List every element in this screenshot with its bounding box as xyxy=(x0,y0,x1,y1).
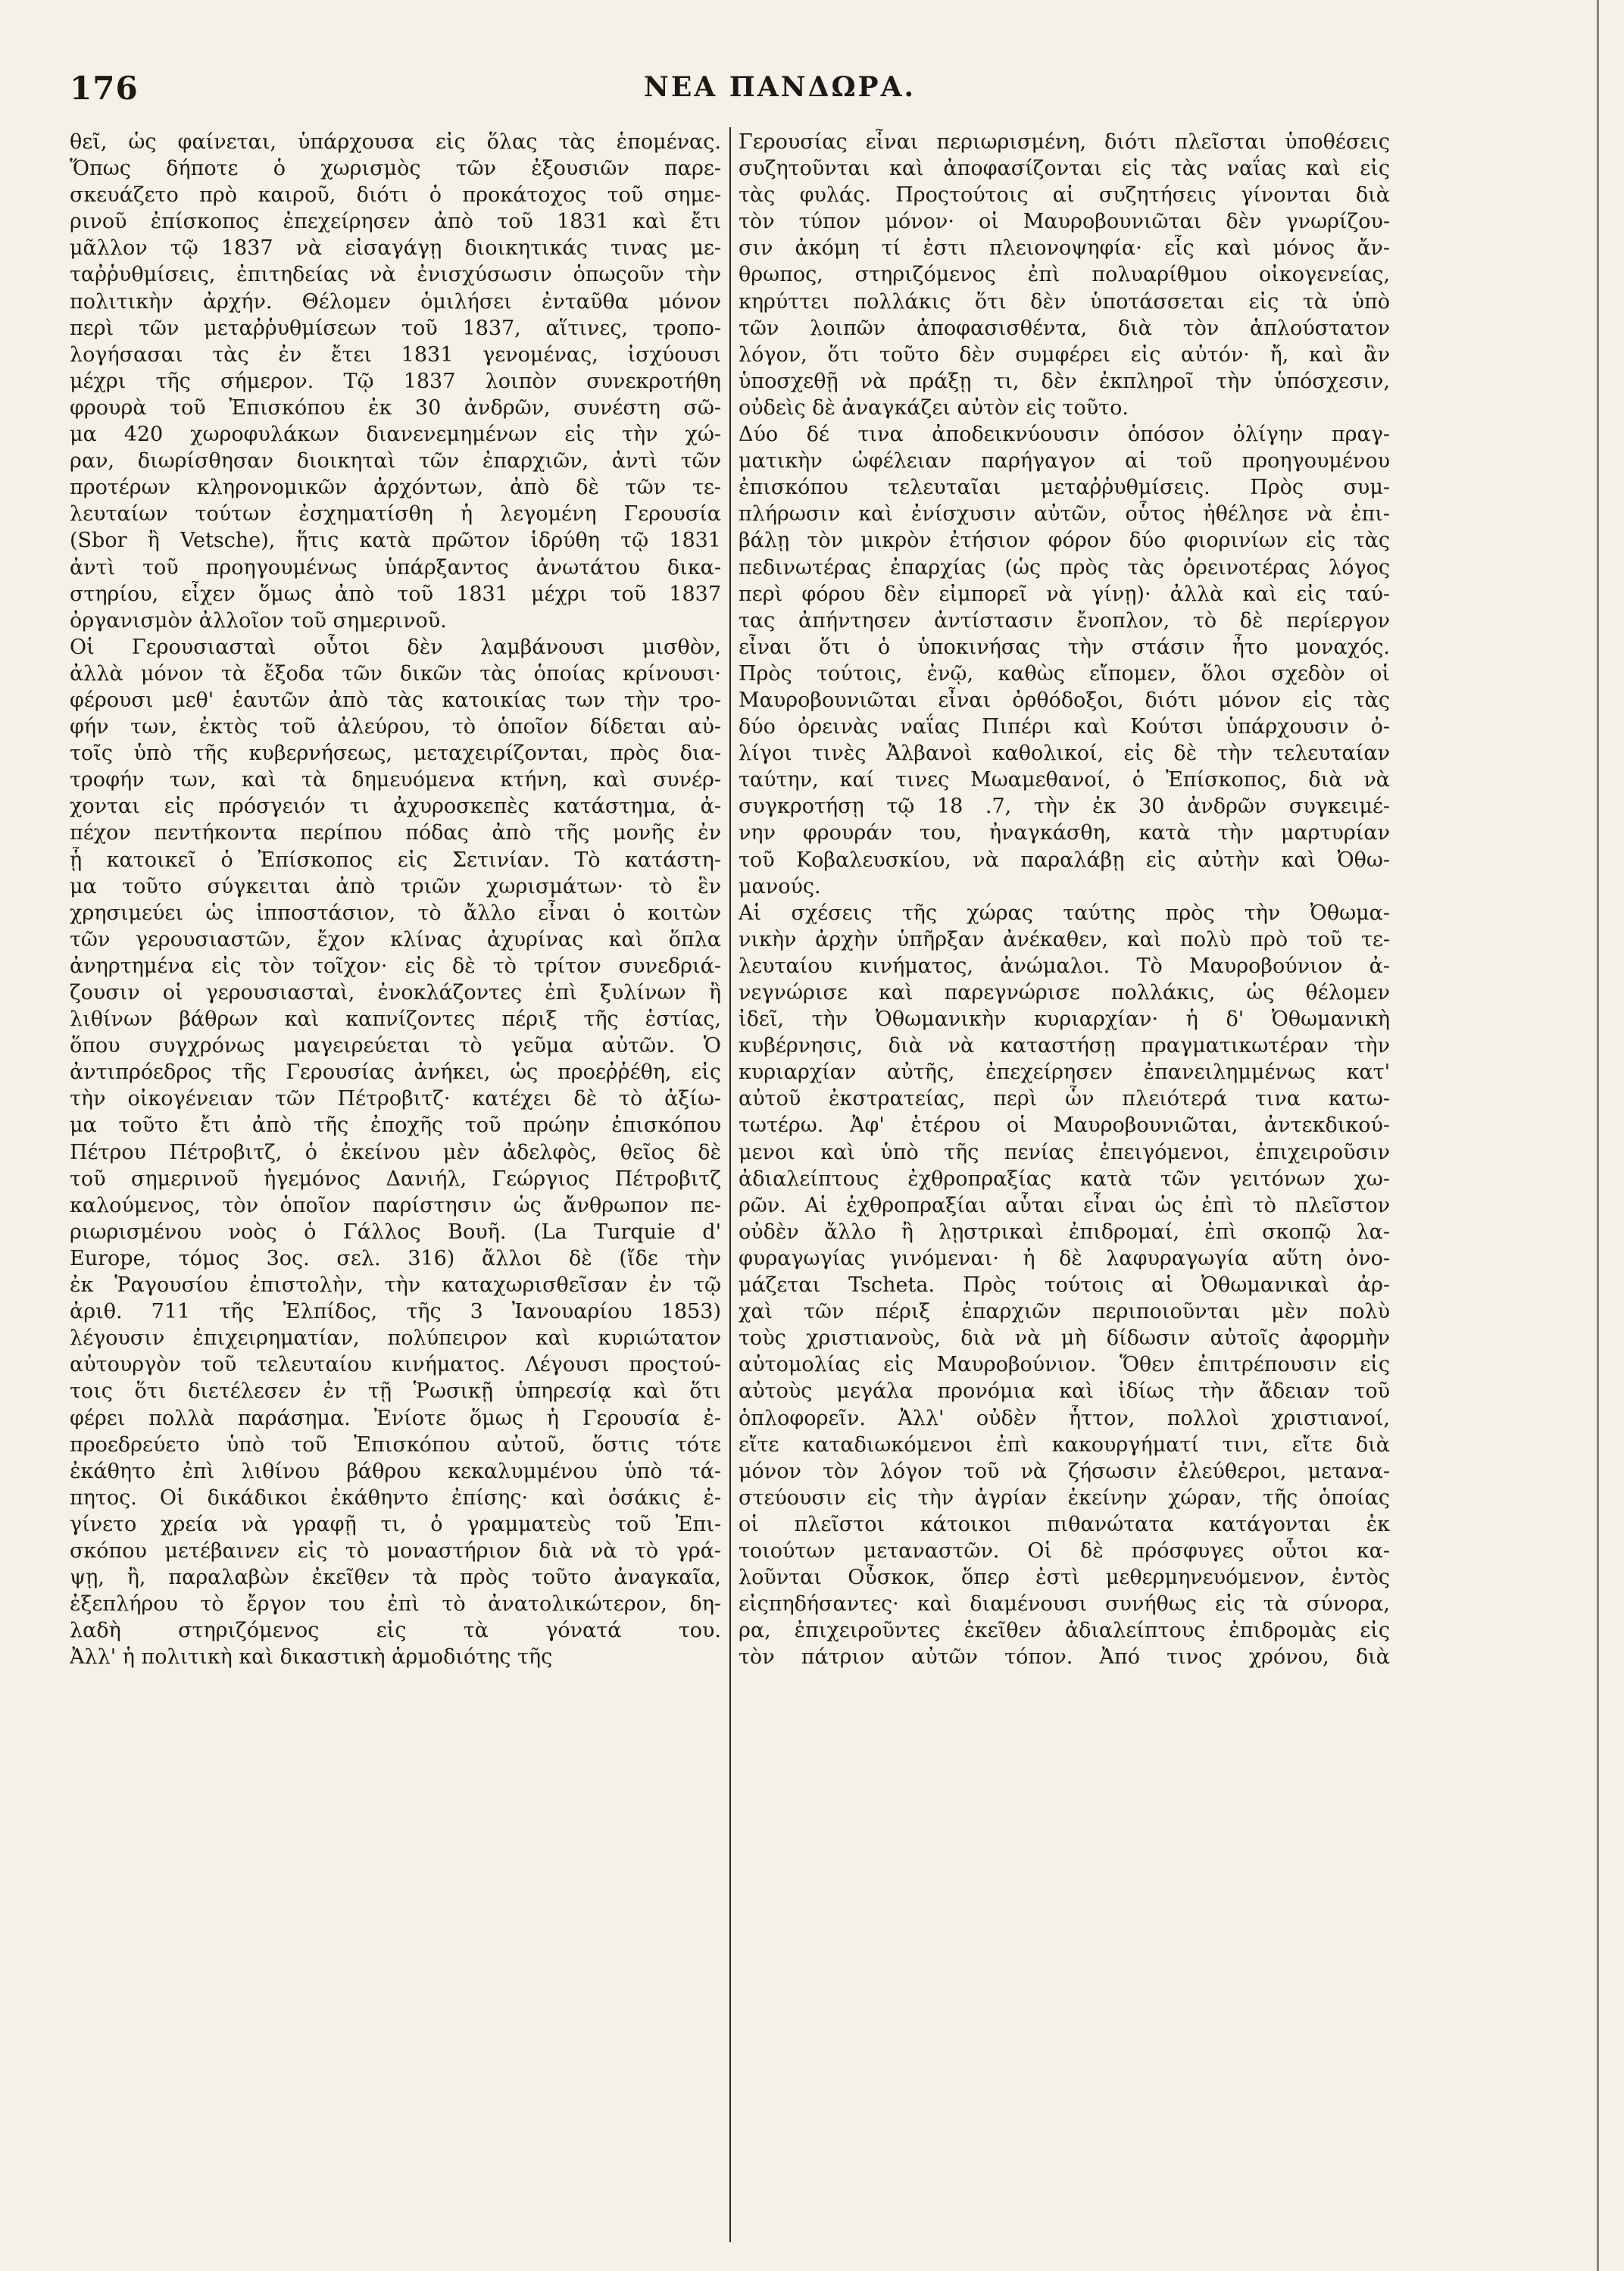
right-column-line: Πρὸς τούτοις, ἐνῷ, καθὼς εἴπομεν, ὅλοι σχεδὸν οἱ xyxy=(739,661,1390,686)
right-column-line: εἴτε καταδιωκόμενοι ἐπὶ κακουργήματί τινι, εἴτε διὰ xyxy=(739,1432,1390,1457)
left-column-line: σκευάζετο πρὸ καιροῦ, διότι ὁ προκάτοχος τοῦ σημε- xyxy=(70,183,721,208)
right-column-line: χαὶ τῶν πέριξ ἐπαρχιῶν περιποιοῦνται μὲν πολὺ xyxy=(739,1300,1390,1324)
right-column-line: τοὺς χριστιανοὺς, διὰ νὰ μὴ δίδωσιν αὐτοῖς ἀφορμὴν xyxy=(739,1326,1390,1351)
left-column-line: τοῖς ὑπὸ τῆς κυβερνήσεως, μεταχειρίζονται, πρὸς δια- xyxy=(70,742,721,766)
right-column-line: ματικὴν ὠφέλειαν παρήγαγον αἱ τοῦ προηγουμένου xyxy=(739,449,1390,473)
right-column-line: εἰςπηδήσαντες· καὶ διαμένουσι συνήθως εἰς τὰ σύνορα, xyxy=(739,1592,1390,1617)
right-column-line: μάζεται Tscheta. Πρὸς τούτοις αἱ Ὀθωμανικαὶ ἀρ- xyxy=(739,1273,1390,1298)
right-column-line: νικὴν ἀρχὴν ὑπῆρξαν ἀνέκαθεν, καὶ πολὺ πρὸ τοῦ τε- xyxy=(739,927,1390,951)
left-column-line: αὐτουργὸν τοῦ τελευταίου κινήματος. Λέγουσι προςτού- xyxy=(70,1353,721,1377)
right-column-line: βάλῃ τὸν μικρὸν ἐτήσιον φόρον δύο φιορινίων εἰς τὰς xyxy=(739,529,1390,553)
left-column-line: ρινοῦ ἐπίσκοπος ἐπεχείρησεν ἀπὸ τοῦ 1831 καὶ ἔτι xyxy=(70,210,721,234)
right-column-line: ταύτην, καί τινες Μωαμεθανοί, ὁ Ἐπίσκοπος, διὰ νὰ xyxy=(739,768,1390,792)
left-column xyxy=(70,129,721,2250)
right-column-line: στεύουσιν εἰς τὴν ἀγρίαν ἐκείνην χώραν, τῆς ὁποίας xyxy=(739,1485,1390,1510)
left-column-line: προτέρων κληρονομικῶν ἀρχόντων, ἀπὸ δὲ τῶν τε- xyxy=(70,476,721,500)
left-column-line: ἀντὶ τοῦ προηγουμένως ὑπάρξαντος ἀνωτάτου δικα- xyxy=(70,555,721,579)
left-column-line: στηρίου, εἶχεν ὅμως ἀπὸ τοῦ 1831 μέχρι τοῦ 1837 xyxy=(70,582,721,606)
right-column-line: σιν ἀκόμη τί ἐστι πλειονοψηφία· εἷς καὶ μόνος ἄν- xyxy=(739,236,1390,261)
left-column-line: περὶ τῶν μεταῤῥυθμίσεων τοῦ 1837, αἵτινες, τροπο- xyxy=(70,316,721,340)
right-column-line: φυραγωγίας γινόμεναι· ἡ δὲ λαφυραγωγία αὕτη ὀνο- xyxy=(739,1246,1390,1270)
left-column-line: Ὅπως δήποτε ὁ χωρισμὸς τῶν ἐξουσιῶν παρε- xyxy=(70,157,721,181)
right-column-line: οὐδεὶς δὲ ἀναγκάζει αὐτὸν εἰς τοῦτο. xyxy=(739,395,1129,420)
right-column-line: ἀδιαλείπτους ἐχθροπραξίας κατὰ τῶν γειτόνων χω- xyxy=(739,1167,1390,1191)
right-column-line: τὸν τύπον μόνον· οἱ Μαυροβουνιῶται δὲν γνωρίζου- xyxy=(739,210,1390,234)
left-column-line: πολιτικὴν ἀρχήν. Θέλομεν ὁμιλήσει ἐνταῦθα μόνον xyxy=(70,289,721,314)
left-column-line: μα τοῦτο σύγκειται ἀπὸ τριῶν χωρισμάτων· τὸ ἓν xyxy=(70,874,721,898)
right-column-line: περὶ φόρου δὲν εἰμπορεῖ νὰ γίνῃ)· ἀλλὰ καὶ εἰς ταύ- xyxy=(739,582,1390,606)
left-column-line: θεῖ, ὡς φαίνεται, ὑπάρχουσα εἰς ὅλας τὰς ἑπομένας. xyxy=(70,130,721,154)
right-column-line: τοῦ Κοβαλευσκίου, νὰ παραλάβῃ εἰς αὐτὴν καὶ Ὀθω- xyxy=(739,848,1390,872)
right-column-line: νεγνώρισε καὶ παρεγνώρισε πολλάκις, ὡς θέλομεν xyxy=(739,981,1390,1004)
right-column-line: συγκροτήσῃ τῷ 18 .7, τὴν ἐκ 30 ἀνδρῶν συγκειμέ- xyxy=(739,795,1390,819)
left-column-line: λογήσασαι τὰς ἐν ἔτει 1831 γενομένας, ἰσχύουσι xyxy=(70,342,721,367)
right-column-line: αὐτοὺς μεγάλα προνόμια καὶ ἰδίως τὴν ἄδειαν τοῦ xyxy=(739,1379,1390,1404)
left-column-line: χρησιμεύει ὡς ἱπποστάσιον, τὸ ἄλλο εἶναι ὁ κοιτὼν xyxy=(70,901,721,925)
right-column-line: αὐτοῦ ἐκστρατείας, περὶ ὧν πλειότερά τινα κατω- xyxy=(739,1087,1390,1111)
left-column-line: ἐκ Ῥαγουσίου ἐπιστολὴν, τὴν καταχωρισθεῖσαν ἐν τῷ xyxy=(70,1273,721,1298)
left-column-line: λιθίνων βάθρων καὶ καπνίζοντες πέριξ τῆς ἑστίας, xyxy=(70,1007,721,1032)
left-column-line: ἐξεπλήρου τὸ ἔργον του ἐπὶ τὸ ἀνατολικώτερον, δη- xyxy=(70,1592,721,1617)
left-column-line: ραν, διωρίσθησαν διοικηταὶ τῶν ἐπαρχιῶν, ἀντὶ τῶν xyxy=(70,449,721,473)
left-column-line: Πέτρου Πέτροβιτζ, ὁ ἐκείνου μὲν ἀδελφὸς, θεῖος δὲ xyxy=(70,1140,721,1164)
left-column-line: ἐκάθητο ἐπὶ λιθίνου βάθρου κεκαλυμμένου ὑπὸ τά- xyxy=(70,1459,721,1483)
right-column-line: αὐτομολίας εἰς Μαυροβούνιον. Ὅθεν ἐπιτρέπουσιν εἰς xyxy=(739,1353,1390,1377)
right-column-line: τῶν λοιπῶν ἀποφασισθέντα, διὰ τὸν ἁπλούστατον xyxy=(739,316,1390,340)
right-column-line: ὁπλοφορεῖν. Ἀλλ' οὐδὲν ἧττον, πολλοὶ χριστιανοί, xyxy=(739,1406,1390,1430)
left-column-line: ζουσιν οἱ γερουσιασταὶ, ἐνοκλάζοντες ἐπὶ ξυλίνων ἢ xyxy=(70,981,721,1004)
column-divider xyxy=(729,127,731,2242)
left-column-line: ταῤῥυθμίσεις, ἐπιτηδείας νὰ ἐνισχύσωσιν ὁπωςοῦν τὴν xyxy=(70,263,721,287)
right-column-line: ρα, ἐπιχειροῦντες ἐκεῖθεν ἀδιαλείπτους ἐπιδρομὰς εἰς xyxy=(739,1619,1390,1643)
right-column-line: λοῦνται Οὖσκοκ, ὅπερ ἐστὶ μεθερμηνευόμενον, ἐντὸς xyxy=(739,1566,1390,1590)
right-column-line: τας ἀπήντησεν ἀντίστασιν ἔνοπλον, τὸ δὲ περίεργον xyxy=(739,608,1390,633)
left-column-line: γίνετο χρεία νὰ γραφῇ τι, ὁ γραμματεὺς τοῦ Ἐπι- xyxy=(70,1512,721,1536)
right-column-line: ἰδεῖ, τὴν Ὀθωμανικὴν κυριαρχίαν· ἡ δ' Ὀθωμανικὴ xyxy=(739,1007,1390,1032)
left-column-line: Ἀλλ' ἡ πολιτικὴ καὶ δικαστικὴ ἁρμοδιότης τῆς xyxy=(70,1645,553,1670)
right-column-line: μενοι καὶ ὑπὸ τῆς πενίας ἐπειγόμενοι, ἐπιχειροῦσιν xyxy=(739,1140,1390,1164)
right-column-line: πεδινωτέρας ἐπαρχίας (ὡς πρὸς τὰς ὀρεινοτέρας λόγος xyxy=(739,555,1390,579)
left-column-line: τῶν γερουσιαστῶν, ἔχον κλίνας ἀχυρίνας καὶ ὅπλα xyxy=(70,927,721,951)
right-column-line: Μαυροβουνιῶται εἶναι ὀρθόδοξοι, διότι μόνον εἰς τὰς xyxy=(739,688,1390,712)
right-column-line: θρωπος, στηριζόμενος ἐπὶ πολυαρίθμου οἰκογενείας, xyxy=(739,263,1390,287)
page-edge-rule xyxy=(1597,0,1599,2271)
left-column-line: μα 420 χωροφυλάκων διανενεμημένων εἰς τὴν χώ- xyxy=(70,423,721,447)
right-column-line: λίγοι τινὲς Ἀλβανοὶ καθολικοί, εἰς δὲ τὴν τελευταίαν xyxy=(739,742,1390,766)
left-column-line: ἀντιπρόεδρος τῆς Γερουσίας ἀνήκει, ὡς προεῤῥέθη, εἰς xyxy=(70,1061,721,1085)
left-column-line: ριωρισμένου νοὸς ὁ Γάλλος Βουῆ. (La Turquie d' xyxy=(70,1220,721,1244)
right-column-line: λόγον, ὅτι τοῦτο δὲν συμφέρει εἰς αὐτόν· ἤ, καὶ ἂν xyxy=(739,342,1390,367)
right-column-line: τωτέρω. Ἀφ' ἑτέρου οἱ Μαυροβουνιῶται, ἀντεκδικού- xyxy=(739,1114,1390,1138)
right-column-line: οὐδὲν ἄλλο ἢ λῃστρικαὶ ἐπιδρομαί, ἐπὶ σκοπῷ λα- xyxy=(739,1220,1390,1244)
right-column-line: συζητοῦνται καὶ ἀποφασίζονται εἰς τὰς ναΐας καὶ εἰς xyxy=(739,157,1390,181)
left-column-line: λευταίων τούτων ἐσχηματίσθη ἡ λεγομένη Γερουσία xyxy=(70,502,721,526)
right-column-line: ἐπισκόπου τελευταῖαι μεταῤῥυθμίσεις. Πρὸς συμ- xyxy=(739,476,1390,500)
right-column-line: μόνον τὸν λόγον τοῦ νὰ ζήσωσιν ἐλεύθεροι, μετανα- xyxy=(739,1459,1390,1483)
left-column-line: τροφήν των, καὶ τὰ δημευόμενα κτήνη, καὶ συνέρ- xyxy=(70,768,721,792)
right-column-line: κυριαρχίαν αὐτῆς, ἐπεχείρησεν ἐπανειλημμένως κατ' xyxy=(739,1061,1390,1085)
left-column-line: ὅπου συγχρόνως μαγειρεύεται τὸ γεῦμα αὐτῶν. Ὁ xyxy=(70,1034,721,1058)
right-column-line: κηρύττει πολλάκις ὅτι δὲν ὑποτάσσεται εἰς τὰ ὑπὸ xyxy=(739,289,1390,314)
page-number: 176 xyxy=(70,70,139,107)
left-column-line: μᾶλλον τῷ 1837 νὰ εἰσαγάγῃ διοικητικάς τινας με- xyxy=(70,236,721,261)
left-column-line: σκόπου μετέβαινεν εἰς τὸ μοναστήριον διὰ νὰ τὸ γρά- xyxy=(70,1538,721,1563)
right-column-line: οἱ πλεῖστοι κάτοικοι πιθανώτατα κατάγονται ἐκ xyxy=(739,1512,1390,1536)
left-column-line: ἀνηρτημένα εἰς τὸν τοῖχον· εἰς δὲ τὸ τρίτον συνεδριά- xyxy=(70,954,721,978)
left-column-line: φήν των, ἐκτὸς τοῦ ἀλεύρου, τὸ ὁποῖον δίδεται αὐ- xyxy=(70,715,721,739)
left-column-line: Europe, τόμος 3ος. σελ. 316) ἄλλοι δὲ (ἴδε τὴν xyxy=(70,1246,721,1270)
left-column-line: μέχρι τῆς σήμερον. Τῷ 1837 λοιπὸν συνεκροτήθη xyxy=(70,369,721,393)
left-column-line: λαδὴ στηριζόμενος εἰς τὰ γόνατά του. xyxy=(70,1619,721,1643)
left-column-line: χονται εἰς πρόσγειόν τι ἀχυροσκεπὲς κατάστημα, ἀ- xyxy=(70,795,721,819)
right-column-line: τοιούτων μεταναστῶν. Οἱ δὲ πρόσφυγες οὗτοι κα- xyxy=(739,1538,1390,1563)
page-header xyxy=(70,70,1490,115)
left-column-line: ἀλλὰ μόνον τὰ ἔξοδα τῶν δικῶν τὰς ὁποίας κρίνουσι· xyxy=(70,661,721,686)
right-column-line: ὑποσχεθῇ νὰ πράξῃ τι, δὲν ἐκπληροῖ τὴν ὑπόσχεσιν, xyxy=(739,369,1390,393)
right-column-line: Γερουσίας εἶναι περιωρισμένη, διότι πλεῖσται ὑποθέσεις xyxy=(739,130,1390,154)
left-column-line: πέχον πεντήκοντα περίπου πόδας ἀπὸ τῆς μονῆς ἐν xyxy=(70,821,721,845)
left-column-line: ᾗ κατοικεῖ ὁ Ἐπίσκοπος εἰς Σετινίαν. Τὸ κατάστη- xyxy=(70,848,721,872)
right-column-line: τὸν πάτριον αὐτῶν τόπον. Ἀπό τινος χρόνου, διὰ xyxy=(739,1645,1390,1670)
left-column-line: ἀριθ. 711 τῆς Ἐλπίδος, τῆς 3 Ἰανουαρίου 1853) xyxy=(70,1300,721,1324)
right-column-line: τὰς φυλάς. Προςτούτοις αἱ συζητήσεις γίνονται διὰ xyxy=(739,183,1390,208)
right-column-line: ρῶν. Αἱ ἐχθροπραξίαι αὗται εἶναι ὡς ἐπὶ τὸ πλεῖστον xyxy=(739,1193,1390,1217)
left-column-line: φέρει πολλὰ παράσημα. Ἐνίοτε ὅμως ἡ Γερουσία ἐ- xyxy=(70,1406,721,1430)
left-column-line: Οἱ Γερουσιασταὶ οὗτοι δὲν λαμβάνουσι μισθὸν, xyxy=(70,635,721,659)
left-column-line: τοις ὅτι διετέλεσεν ἐν τῇ Ῥωσικῇ ὑπηρεσίᾳ καὶ ὅτι xyxy=(70,1379,721,1404)
left-column-line: καλούμενος, τὸν ὁποῖον παρίστησιν ὡς ἄνθρωπον πε- xyxy=(70,1193,721,1217)
left-column-line: ὀργανισμὸν ἀλλοῖον τοῦ σημερινοῦ. xyxy=(70,608,447,633)
left-column-line: φρουρὰ τοῦ Ἐπισκόπου ἐκ 30 ἀνδρῶν, συνέστη σῶ- xyxy=(70,395,721,420)
left-column-line: τὴν οἰκογένειαν τῶν Πέτροβιτζ· κατέχει δὲ τὸ ἀξίω- xyxy=(70,1087,721,1111)
right-column-line: νην φρουράν του, ἠναγκάσθη, κατὰ τὴν μαρτυρίαν xyxy=(739,821,1390,845)
right-column xyxy=(739,129,1390,2250)
left-column-line: φέρουσι μεθ' ἑαυτῶν ἀπὸ τὰς κατοικίας των τὴν τρο- xyxy=(70,688,721,712)
left-column-line: λέγουσιν ἐπιχειρηματίαν, πολύπειρον καὶ κυριώτατον xyxy=(70,1326,721,1351)
right-column-line: κυβέρνησις, διὰ νὰ καταστήσῃ πραγματικωτέραν τὴν xyxy=(739,1034,1390,1058)
right-column-line: μανούς. xyxy=(739,874,821,898)
right-column-line: Αἱ σχέσεις τῆς χώρας ταύτης πρὸς τὴν Ὀθωμα- xyxy=(739,901,1390,925)
right-column-line: δύο ὀρεινὰς ναΐας Πιπέρι καὶ Κούτσι ὑπάρχουσιν ὀ- xyxy=(739,715,1390,739)
right-column-line: πλήρωσιν καὶ ἐνίσχυσιν αὐτῶν, οὗτος ἠθέλησε νὰ ἐπι- xyxy=(739,502,1390,526)
right-column-line: εἶναι ὅτι ὁ ὑποκινήσας τὴν στάσιν ἦτο μοναχός. xyxy=(739,635,1390,659)
left-column-line: ψῃ, ἢ, παραλαβὼν ἐκεῖθεν τὰ πρὸς τοῦτο ἀναγκαῖα, xyxy=(70,1566,721,1590)
left-column-line: τοῦ σημερινοῦ ἡγεμόνος Δανιήλ, Γεώργιος Πέτροβιτζ xyxy=(70,1167,721,1191)
left-column-line: μα τοῦτο ἔτι ἀπὸ τῆς ἐποχῆς τοῦ πρώην ἐπισκόπου xyxy=(70,1114,721,1138)
right-column-line: Δύο δέ τινα ἀποδεικνύουσιν ὁπόσον ὀλίγην πραγ- xyxy=(739,423,1390,447)
left-column-line: πητος. Οἱ δικάδικοι ἐκάθηντο ἐπίσης· καὶ ὁσάκις ἐ- xyxy=(70,1485,721,1510)
running-title: ΝΕΑ ΠΑΝΔΩΡΑ. xyxy=(643,71,917,103)
right-column-line: λευταίου κινήματος, ἀνώμαλοι. Τὸ Μαυροβούνιον ἀ- xyxy=(739,954,1390,978)
left-column-line: προεδρεύετο ὑπὸ τοῦ Ἐπισκόπου αὐτοῦ, ὅστις τότε xyxy=(70,1432,721,1457)
left-column-line: (Sbor ἢ Vetsche), ἥτις κατὰ πρῶτον ἱδρύθη τῷ 1831 xyxy=(70,529,721,553)
